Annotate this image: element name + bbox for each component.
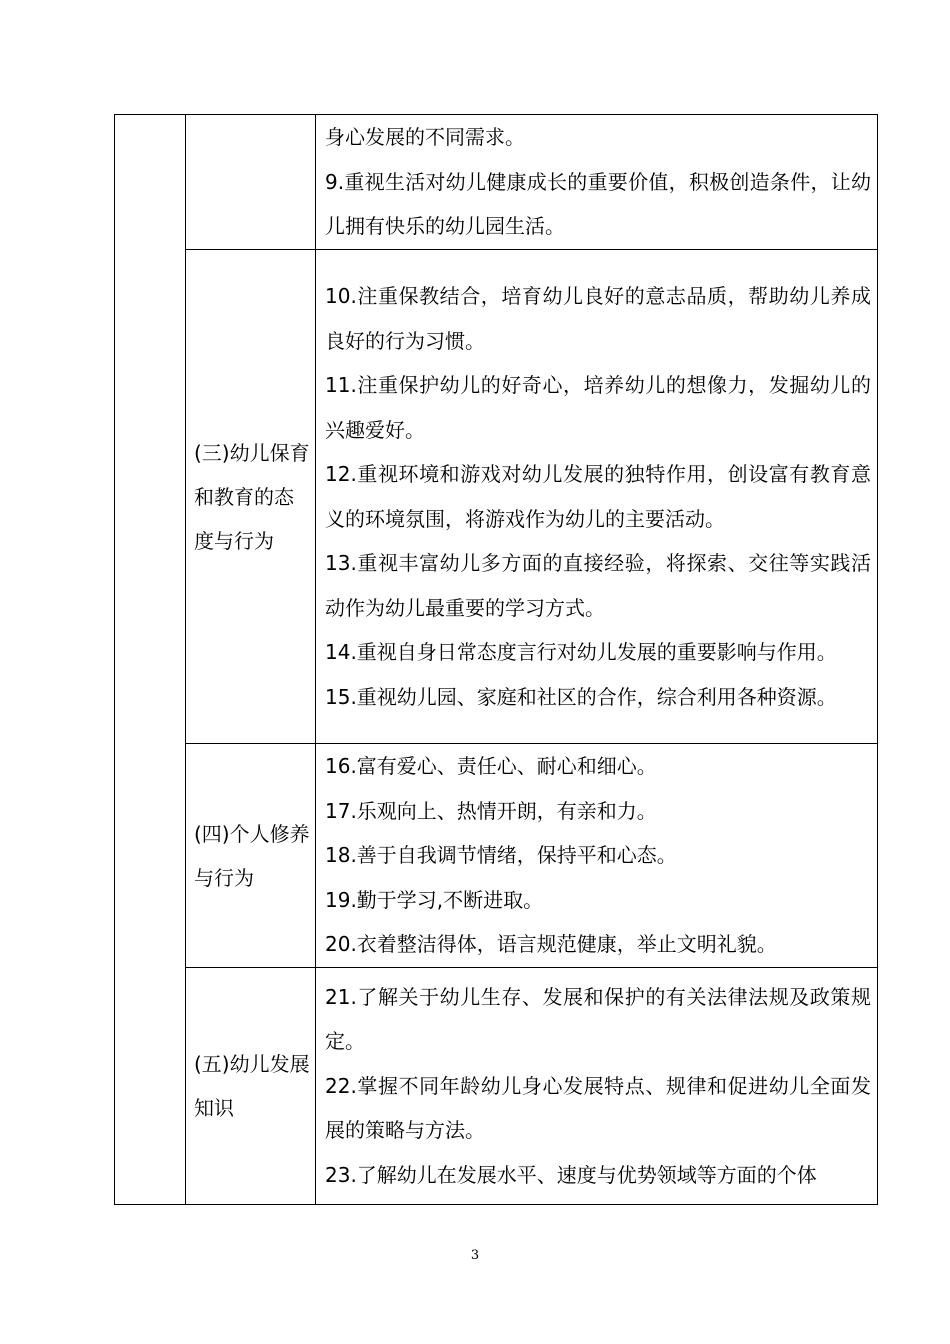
list-item: 20.衣着整洁得体，语言规范健康，举止文明礼貌。 <box>325 932 777 957</box>
list-item: 15.重视幼儿园、家庭和社区的合作，综合利用各种资源。 <box>325 684 837 709</box>
page-number: 3 <box>470 1248 480 1263</box>
field-cell <box>186 250 316 744</box>
field-label: (三)幼儿保育和教育的态度与行为 <box>194 440 310 553</box>
field-cell <box>186 968 316 1205</box>
table-row <box>115 250 878 744</box>
list-item: 9.重视生活对幼儿健康成长的重要价值，积极创造条件，让幼儿拥有快乐的幼儿园生活。 <box>325 169 871 239</box>
table-row <box>115 968 878 1205</box>
list-item: 16.富有爱心、责任心、耐心和细心。 <box>325 754 657 779</box>
table-row <box>115 115 878 250</box>
list-item: 10.注重保教结合，培育幼儿良好的意志品质，帮助幼儿养成良好的行为习惯。 <box>325 284 871 353</box>
list-item: 14.重视自身日常态度言行对幼儿发展的重要影响与作用。 <box>325 640 837 664</box>
field-label: (五)幼儿发展知识 <box>194 1052 310 1120</box>
field-label: (四)个人修养与行为 <box>194 821 310 890</box>
list-item: 22.掌握不同年龄幼儿身心发展特点、规律和促进幼儿全面发展的策略与方法。 <box>325 1073 871 1143</box>
list-item: 11.注重保护幼儿的好奇心，培养幼儿的想像力，发掘幼儿的兴趣爱好。 <box>325 373 871 442</box>
dimension-cell <box>115 968 186 1205</box>
list-item: 18.善于自我调节情绪，保持平和心态。 <box>325 843 677 868</box>
list-item: 13.重视丰富幼儿多方面的直接经验，将探索、交往等实践活动作为幼儿最重要的学习方式。 <box>325 551 871 620</box>
items-cell <box>316 968 878 1205</box>
items-cell <box>316 744 878 968</box>
list-item: 21.了解关于幼儿生存、发展和保护的有关法律法规及政策规定。 <box>325 984 871 1054</box>
list-item: 身心发展的不同需求。 <box>325 125 525 150</box>
dimension-cell <box>115 115 186 968</box>
table-row <box>115 744 878 968</box>
standards-table <box>114 114 878 1205</box>
items-cell <box>316 115 878 250</box>
list-item: 23.了解幼儿在发展水平、速度与优势领域等方面的个体 <box>325 1162 817 1187</box>
list-item: 19.勤于学习,不断进取。 <box>325 887 544 912</box>
list-item: 12.重视环境和游戏对幼儿发展的独特作用，创设富有教育意义的环境氛围，将游戏作为幼儿的主要活动。 <box>325 462 871 531</box>
field-cell <box>186 115 316 250</box>
field-cell <box>186 744 316 968</box>
items-cell <box>316 250 878 744</box>
list-item: 17.乐观向上、热情开朗，有亲和力。 <box>325 798 657 823</box>
